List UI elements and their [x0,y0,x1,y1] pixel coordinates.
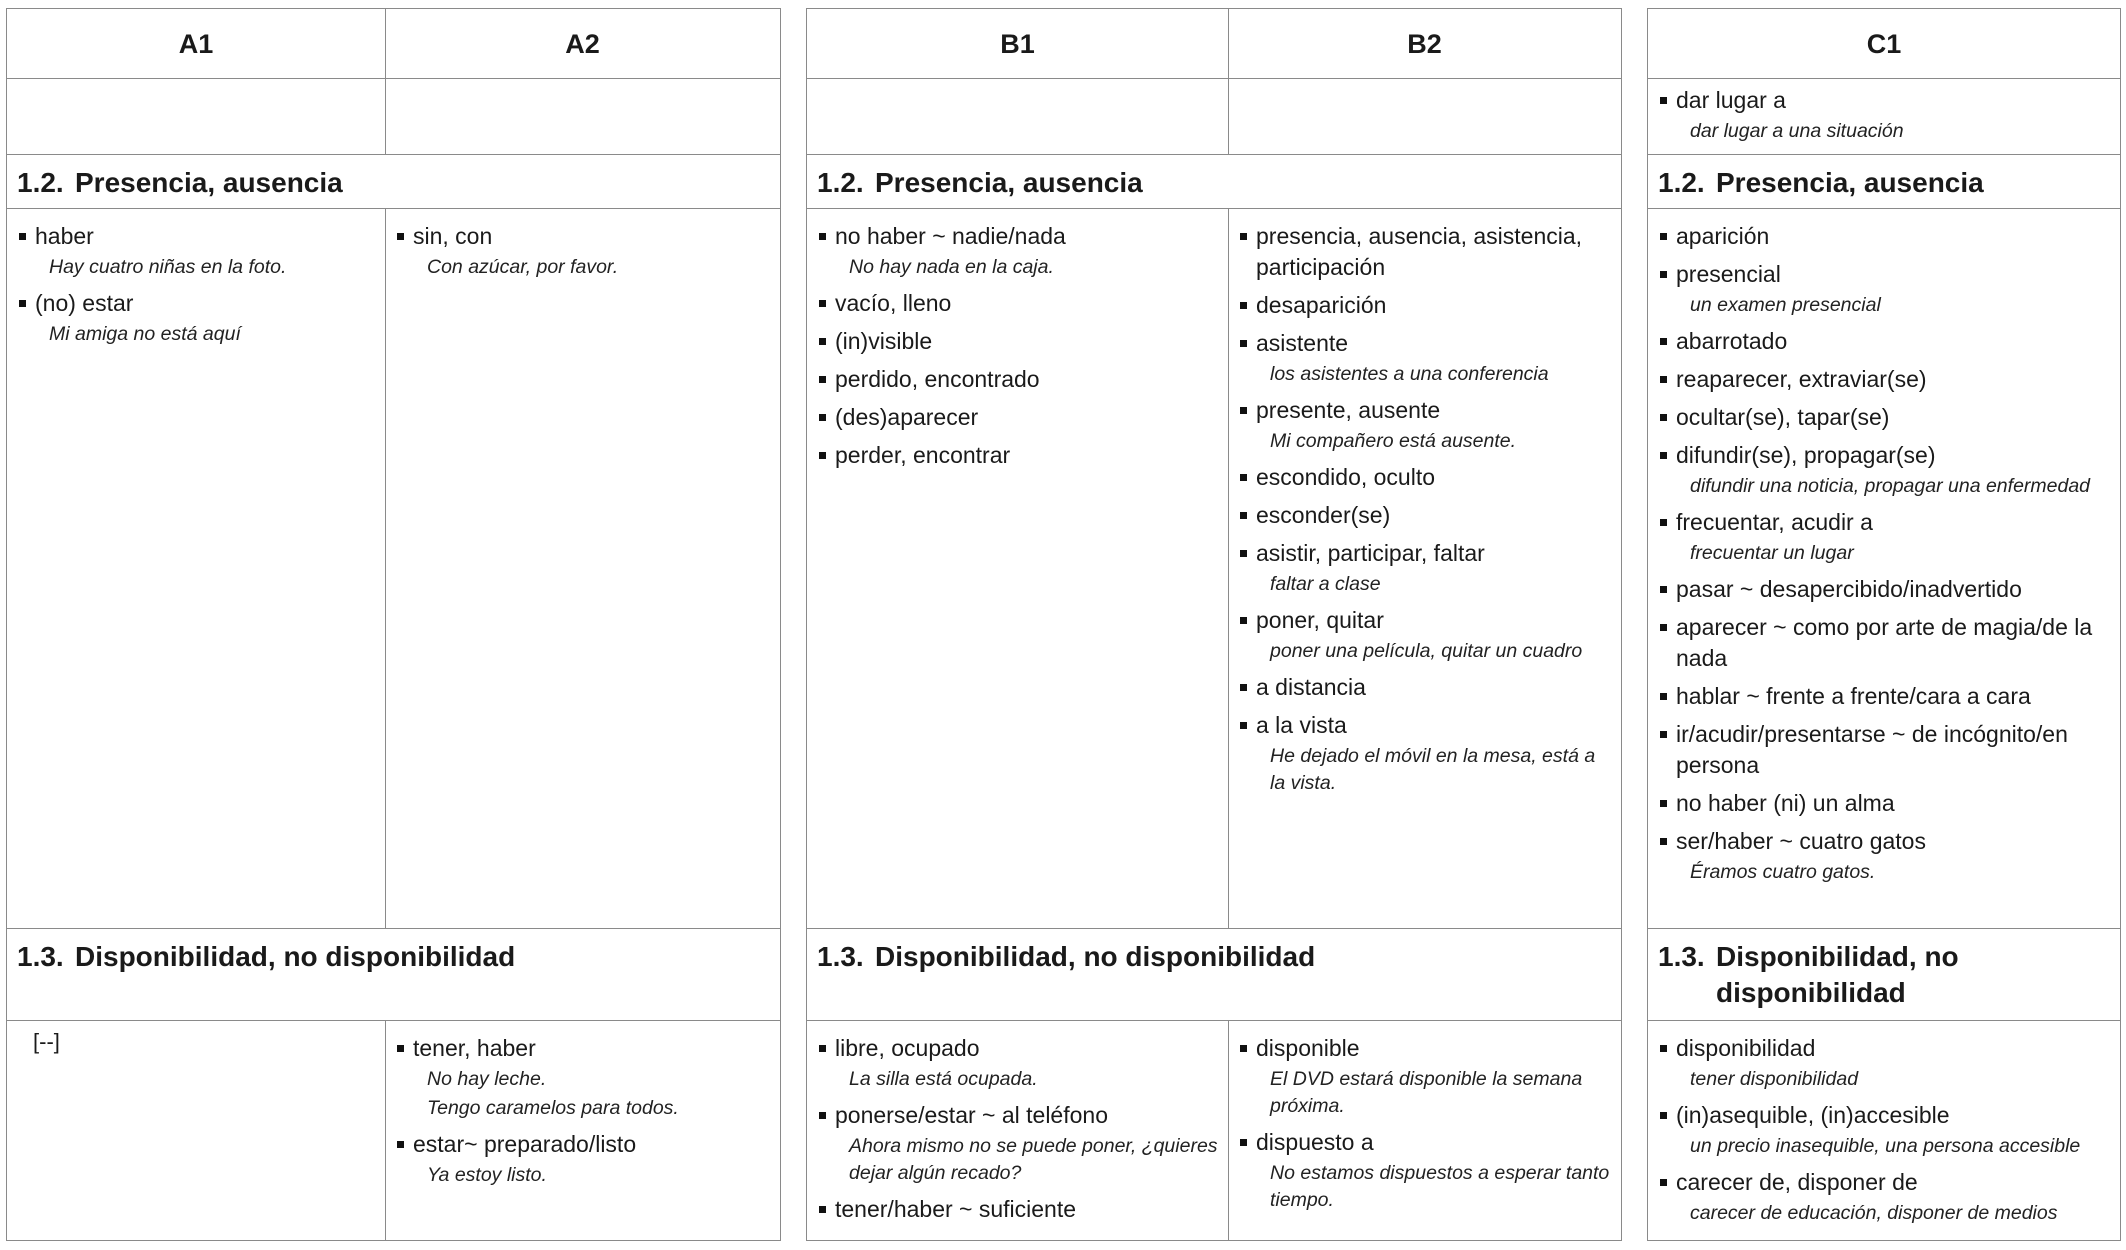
list-item [1658,826,2112,886]
header-row [807,9,1621,79]
list-item [817,364,1220,395]
item-example: Éramos cuatro gatos. [1690,861,1876,883]
item-term: hablar ~ frente a frente/cara a cara [1676,683,2031,709]
top-row [1648,79,2120,155]
list-item [817,440,1220,471]
item-term: disponibilidad [1676,1035,1816,1061]
table-a [6,8,781,1241]
item-term: carecer de, disponer de [1676,1169,1918,1195]
item-term: vacío, lleno [835,290,952,316]
item-term: libre, ocupado [835,1035,980,1061]
item-term: ponerse/estar ~ al teléfono [835,1102,1108,1128]
item-example: He dejado el móvil en la mesa, está a la vista. [1270,745,1596,794]
list-item [817,1100,1220,1187]
item-term: asistente [1256,330,1349,356]
list-item [1658,440,2112,500]
section-number: 1.2. [17,167,64,198]
item-example: Con azúcar, por favor. [427,256,619,278]
list-item [1238,462,1613,493]
list-item [817,326,1220,357]
item-term: esconder(se) [1256,502,1391,528]
list-item [1238,290,1613,321]
section-body-1-2 [1648,209,2120,929]
item-term: (in)visible [835,328,933,354]
item-example: Mi amiga no está aquí [49,323,241,345]
list-item [1238,221,1613,283]
item-term: abarrotado [1676,328,1788,354]
list-item [1238,672,1613,703]
col-header-a1: A1 [178,28,214,59]
item-term: perder, encontrar [835,442,1011,468]
list-item [1238,328,1613,388]
item-term: aparición [1676,223,1770,249]
section-title-line-1: Disponibilidad, no [1716,941,1959,972]
list-item [17,288,377,348]
item-term: no haber ~ nadie/nada [835,223,1066,249]
list-item [1238,1033,1613,1120]
cell-b2-1-2 [1228,209,1621,928]
section-number: 1.3. [817,941,864,972]
item-term: a distancia [1256,674,1366,700]
item-example: La silla está ocupada. [849,1068,1038,1090]
section-heading-1-2 [807,155,1621,209]
list-item [1658,326,2112,357]
item-term: dar lugar a [1676,87,1786,113]
item-example: Hay cuatro niñas en la foto. [49,256,287,278]
section-heading-1-2 [7,155,780,209]
section-number: 1.3. [1658,941,1705,972]
item-term: pasar ~ desapercibido/inadvertido [1676,576,2022,602]
list-item [1658,364,2112,395]
cell-c1-top [1648,79,2120,154]
cell-c1-1-3 [1648,1021,2120,1240]
item-example: Ya estoy listo. [427,1164,547,1186]
list-item [1658,1100,2112,1160]
section-title-line-2: disponibilidad [1716,977,1906,1008]
item-term: a la vista [1256,712,1347,738]
col-header-a2: A2 [565,28,600,59]
item-example: tener disponibilidad [1690,1068,1859,1090]
cell-b1-1-3 [807,1021,1228,1240]
item-term: sin, con [413,223,493,249]
list-item [395,221,772,281]
list-item [1658,259,2112,319]
section-body-1-3 [807,1021,1621,1240]
item-term: tener/haber ~ suficiente [835,1196,1077,1222]
item-term: aparecer ~ como por arte de magia/de la nada [1676,614,2093,671]
section-heading-1-3 [807,929,1621,1021]
item-example: difundir una noticia, propagar una enfermedad [1690,475,2091,497]
list-item [1658,612,2112,674]
list-item [1238,605,1613,665]
list-item [1238,1127,1613,1214]
list-item [1238,500,1613,531]
item-example: dar lugar a una situación [1690,120,1904,142]
list-item [395,1033,772,1122]
list-item [817,1033,1220,1093]
item-term: (no) estar [35,290,134,316]
list-item [1658,1033,2112,1093]
item-term: presente, ausente [1256,397,1441,423]
list-item [1658,681,2112,712]
item-term: tener, haber [413,1035,536,1061]
section-title: Presencia, ausencia [1716,167,1984,198]
section-heading-1-3 [1648,929,2120,1021]
section-body-1-3 [1648,1021,2120,1240]
section-title: Presencia, ausencia [875,167,1143,198]
list-item [817,402,1220,433]
list-item [817,221,1220,281]
item-term: poner, quitar [1256,607,1384,633]
list-item [1658,402,2112,433]
list-item [1658,788,2112,819]
item-term: disponible [1256,1035,1360,1061]
list-item [817,1194,1220,1225]
empty-placeholder: [--] [33,1029,60,1054]
col-header-b2: B2 [1407,28,1442,59]
item-example: faltar a clase [1270,573,1381,595]
list-item [1238,710,1613,797]
section-body-1-2 [7,209,780,929]
item-term: (in)asequible, (in)accesible [1676,1102,1950,1128]
section-title: Disponibilidad, no disponibilidad [75,941,516,972]
cell-a1-1-2 [7,209,385,928]
col-header-c1: C1 [1866,28,1902,59]
header-row [1648,9,2120,79]
item-example: No hay nada en la caja. [849,256,1054,278]
section-number: 1.2. [1658,167,1705,198]
section-heading-1-3 [7,929,780,1021]
item-example: El DVD estará disponible la semana próxima. [1270,1068,1583,1117]
section-number: 1.2. [817,167,864,198]
item-term: frecuentar, acudir a [1676,509,1873,535]
list-item [1658,507,2112,567]
item-term: difundir(se), propagar(se) [1676,442,1936,468]
cell-a2-1-2 [385,209,780,928]
list-item [17,221,377,281]
item-term: ser/haber ~ cuatro gatos [1676,828,1926,854]
item-term: (des)aparecer [835,404,979,430]
item-example: los asistentes a una conferencia [1270,363,1549,385]
blank-row [807,79,1621,155]
item-example: un precio inasequible, una persona accesible [1690,1135,2081,1157]
item-example: No hay leche. [427,1068,547,1090]
section-body-1-2 [807,209,1621,929]
col-header-b1: B1 [1000,28,1035,59]
item-term: asistir, participar, faltar [1256,540,1485,566]
item-example: Mi compañero está ausente. [1270,430,1517,452]
item-term: estar~ preparado/listo [413,1131,637,1157]
table-b [806,8,1622,1241]
item-term: haber [35,223,94,249]
item-example: carecer de educación, disponer de medios [1690,1202,2058,1224]
item-term: perdido, encontrado [835,366,1040,392]
list-item [1658,1167,2112,1227]
section-number: 1.3. [17,941,64,972]
item-term: dispuesto a [1256,1129,1374,1155]
item-example: poner una película, quitar un cuadro [1270,640,1583,662]
item-term: presencia, ausencia, asistencia, participación [1256,223,1583,280]
list-item [1658,85,2112,145]
list-item [395,1129,772,1189]
section-heading-1-2 [1648,155,2120,209]
cell-b2-1-3 [1228,1021,1621,1240]
list-item [1238,538,1613,598]
item-term: ocultar(se), tapar(se) [1676,404,1890,430]
item-term: reaparecer, extraviar(se) [1676,366,1927,392]
list-item [817,288,1220,319]
list-item [1658,719,2112,781]
section-title: Presencia, ausencia [75,167,343,198]
list-item [1238,395,1613,455]
section-body-1-3 [7,1021,780,1240]
section-title: Disponibilidad, no disponibilidad [875,941,1316,972]
item-term: escondido, oculto [1256,464,1436,490]
item-example: Ahora mismo no se puede poner, ¿quieres dejar algún recado? [849,1135,1218,1184]
cell-a2-1-3 [385,1021,780,1240]
item-example: Tengo caramelos para todos. [427,1097,679,1119]
header-row [7,9,780,79]
table-c [1647,8,2121,1241]
item-term: no haber (ni) un alma [1676,790,1895,816]
item-example: un examen presencial [1690,294,1881,316]
list-item [1658,221,2112,252]
cell-c1-1-2 [1648,209,2120,928]
item-term: ir/acudir/presentarse ~ de incógnito/en persona [1676,721,2068,778]
item-term: desaparición [1256,292,1387,318]
item-example: No estamos dispuestos a esperar tanto tiempo. [1270,1162,1610,1211]
list-item [1658,574,2112,605]
item-example: frecuentar un lugar [1690,542,1854,564]
item-term: presencial [1676,261,1781,287]
cell-b1-1-2 [807,209,1228,928]
cell-a1-1-3 [7,1021,385,1240]
blank-row [7,79,780,155]
